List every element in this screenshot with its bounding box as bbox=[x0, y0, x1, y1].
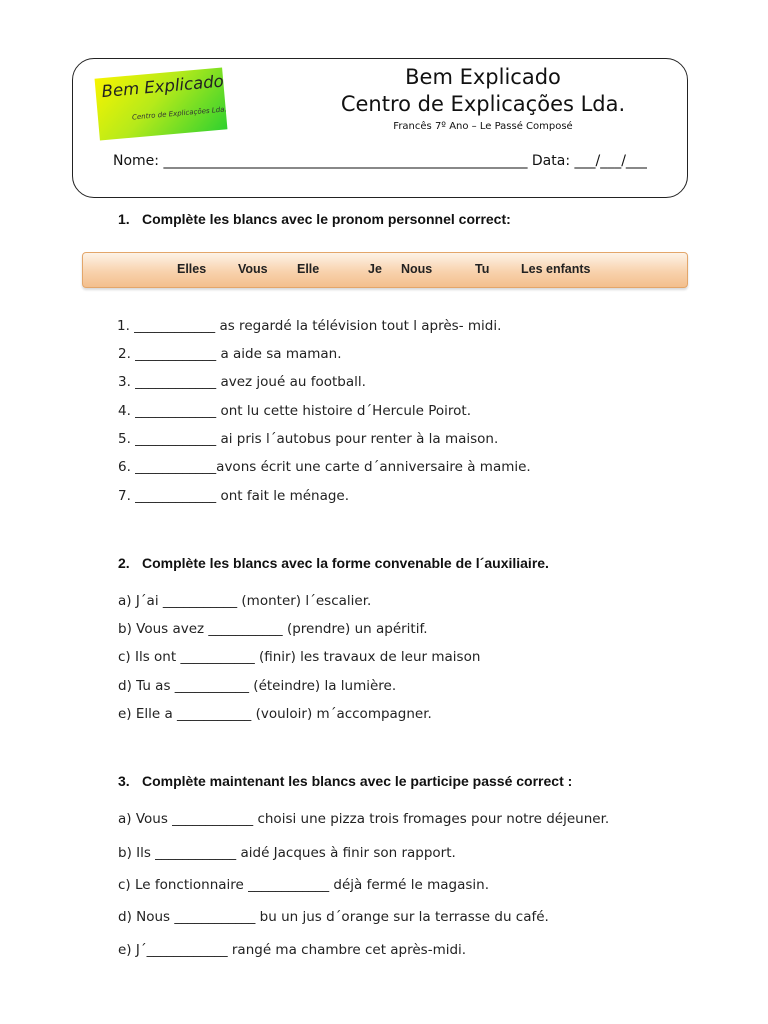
exercise-item: 6. ____________avons écrit une carte d´anniversaire à mamie. bbox=[118, 459, 531, 475]
exercise-item: 2. ____________ a aide sa maman. bbox=[118, 346, 342, 362]
header-title: Bem Explicado bbox=[405, 65, 561, 89]
exercise-item: e) J´____________ rangé ma chambre cet après-midi. bbox=[118, 942, 467, 958]
logo-subtitle: Centro de Explicações Lda. bbox=[131, 105, 228, 122]
section-title-text: Complète les blancs avec le pronom personnel correct: bbox=[142, 211, 511, 227]
exercise-item: d) Tu as ___________ (éteindre) la lumière. bbox=[118, 678, 397, 694]
exercise-item: 3. ____________ avez joué au football. bbox=[118, 374, 366, 390]
exercise-item: c) Le fonctionnaire ____________ déjà fermé le magasin. bbox=[118, 877, 489, 893]
pronoun-word: Elles bbox=[177, 262, 207, 276]
section-number: 2. bbox=[118, 555, 130, 571]
exercise-item: 5. ____________ ai pris l´autobus pour renter à la maison. bbox=[118, 431, 499, 447]
exercise-item: c) Ils ont ___________ (finir) les travaux de leur maison bbox=[118, 649, 481, 665]
exercise-item: d) Nous ____________ bu un jus d´orange sur la terrasse du café. bbox=[118, 909, 549, 925]
exercise-item: 4. ____________ ont lu cette histoire d´Hercule Poirot. bbox=[118, 403, 471, 419]
section-title-text: Complète les blancs avec la forme convenable de l´auxiliaire. bbox=[142, 555, 549, 571]
pronoun-word: Les enfants bbox=[521, 262, 591, 276]
exercise-item: a) Vous ____________ choisi une pizza trois fromages pour notre déjeuner. bbox=[118, 811, 610, 827]
pronoun-word: Vous bbox=[238, 262, 268, 276]
name-date-line: Nome: ____________________________________________________ Data: ___/___/___ bbox=[113, 153, 647, 169]
exercise-item: a) J´ai ___________ (monter) l´escalier. bbox=[118, 593, 372, 609]
section-1-title bbox=[118, 211, 511, 227]
section-2-title bbox=[118, 555, 549, 571]
header-box bbox=[72, 58, 688, 198]
exercise-item: b) Ils ____________ aidé Jacques à finir son rapport. bbox=[118, 845, 456, 861]
pronoun-bank bbox=[82, 252, 688, 288]
exercise-item: 7. ____________ ont fait le ménage. bbox=[118, 488, 350, 504]
logo-title: Bem Explicado bbox=[100, 71, 225, 102]
pronoun-word: Je bbox=[368, 262, 382, 276]
pronoun-word: Elle bbox=[297, 262, 320, 276]
section-title-text: Complète maintenant les blancs avec le participe passé correct : bbox=[142, 773, 573, 789]
pronoun-word: Nous bbox=[401, 262, 433, 276]
exercise-item: b) Vous avez ___________ (prendre) un apéritif. bbox=[118, 621, 428, 637]
exercise-item: e) Elle a ___________ (vouloir) m´accompagner. bbox=[118, 706, 432, 722]
section-3-title bbox=[118, 773, 572, 789]
section-number: 3. bbox=[118, 773, 130, 789]
logo bbox=[95, 68, 228, 141]
pronoun-word: Tu bbox=[475, 262, 490, 276]
section-number: 1. bbox=[118, 211, 130, 227]
header-company: Centro de Explicações Lda. bbox=[340, 92, 626, 116]
exercise-item: 1. ____________ as regardé la télévision tout l après- midi. bbox=[117, 318, 502, 334]
header-subtitle: Francês 7º Ano – Le Passé Composé bbox=[393, 121, 573, 132]
